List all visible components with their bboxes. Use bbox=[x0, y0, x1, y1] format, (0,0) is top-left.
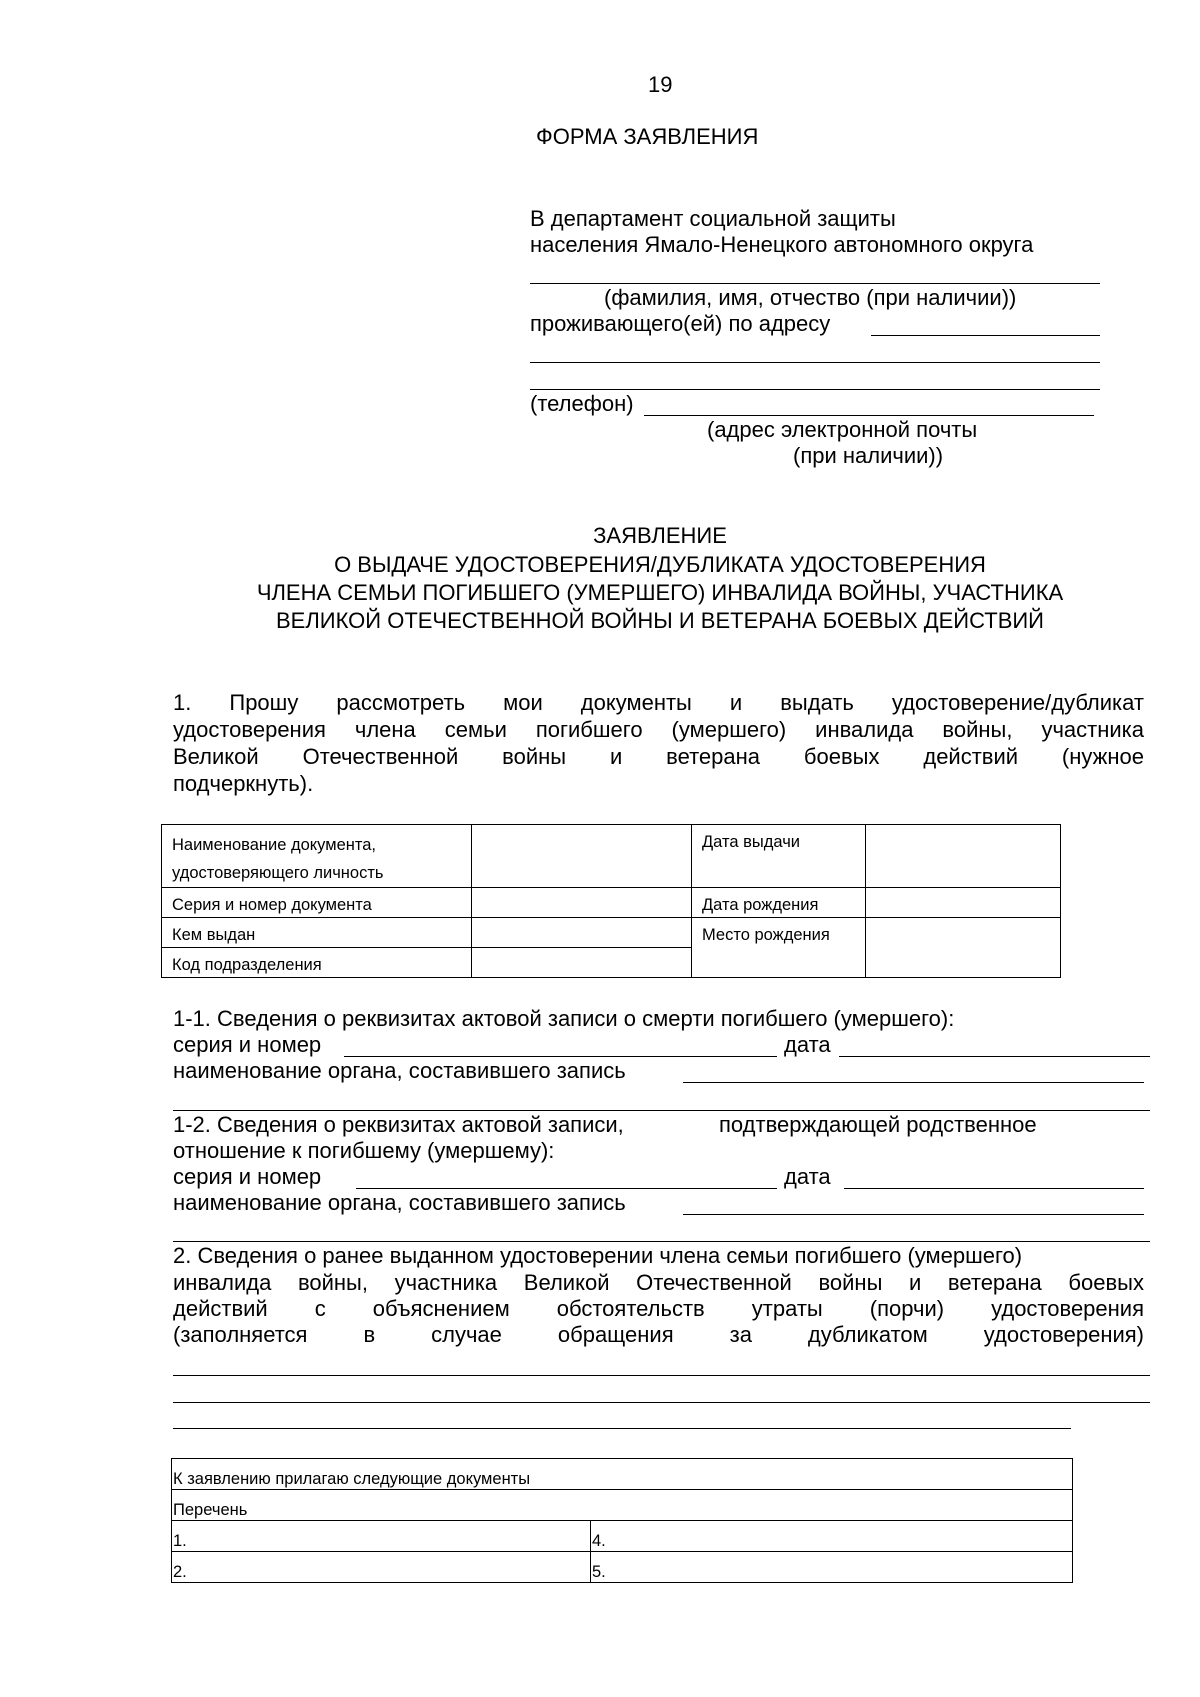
section1-2-series-line bbox=[356, 1188, 777, 1189]
attachment-item-4: 4. bbox=[592, 1532, 606, 1550]
address-label: проживающего(ей) по адресу bbox=[530, 311, 831, 336]
section1-2-date-label: дата bbox=[784, 1164, 831, 1189]
birth-place-label: Место рождения bbox=[702, 926, 830, 944]
subdivision-code-label: Код подразделения bbox=[172, 956, 322, 974]
series-number-value[interactable] bbox=[472, 888, 692, 918]
doc-name-label-1: Наименование документа, bbox=[172, 836, 377, 854]
section2-line-1: 2. Сведения о ранее выданном удостоверении члена семьи погибшего (умершего) bbox=[173, 1243, 1023, 1268]
section1-1-date-line bbox=[839, 1056, 1150, 1057]
fio-caption: (фамилия, имя, отчество (при наличии)) bbox=[604, 285, 1017, 310]
heading-line-2: О ВЫДАЧЕ УДОСТОВЕРЕНИЯ/ДУБЛИКАТА УДОСТОВЕРЕНИЯ bbox=[334, 552, 986, 577]
section1-1-series-label: серия и номер bbox=[173, 1032, 322, 1057]
birth-date-value[interactable] bbox=[866, 888, 1061, 918]
subdivision-code-cell bbox=[162, 948, 472, 978]
section1-1-title: 1-1. Сведения о реквизитах актовой записи о смерти погибшего (умершего): bbox=[173, 1006, 955, 1031]
section1-1-series-line bbox=[344, 1056, 777, 1057]
doc-name-value[interactable] bbox=[472, 825, 692, 888]
section1-1-organ-label: наименование органа, составившего запись bbox=[173, 1058, 626, 1083]
section1-2-series-label: серия и номер bbox=[173, 1164, 322, 1189]
section2-line-field-3 bbox=[173, 1428, 1071, 1429]
subdivision-code-value[interactable] bbox=[472, 948, 692, 978]
doc-name-label-2: удостоверяющего личность bbox=[172, 864, 384, 882]
section1-1-organ-line bbox=[683, 1082, 1144, 1083]
email-caption-2: (при наличии)) bbox=[793, 443, 944, 468]
attachment-item-cell[interactable] bbox=[172, 1521, 591, 1552]
addressee-line-1: В департамент социальной защиты bbox=[530, 206, 896, 231]
section1-2-date-line bbox=[844, 1188, 1144, 1189]
attachment-item-cell[interactable] bbox=[591, 1552, 1073, 1583]
section1-2-line-2: отношение к погибшему (умершему): bbox=[173, 1138, 555, 1163]
heading-line-4: ВЕЛИКОЙ ОТЕЧЕСТВЕННОЙ ВОЙНЫ И ВЕТЕРАНА БОЕВЫХ ДЕЙСТВИЙ bbox=[276, 608, 1044, 633]
section2-line-3: действий с объяснением обстоятельств утраты (порчи) удостоверения bbox=[173, 1296, 1144, 1321]
attachment-item-cell[interactable] bbox=[172, 1552, 591, 1583]
attachments-header: К заявлению прилагаю следующие документы bbox=[173, 1470, 531, 1488]
issue-date-label: Дата выдачи bbox=[702, 833, 801, 851]
attachments-table bbox=[171, 1458, 1073, 1583]
attachments-list-label: Перечень bbox=[173, 1501, 248, 1519]
birth-place-cell bbox=[692, 918, 866, 978]
heading-line-3: ЧЛЕНА СЕМЬИ ПОГИБШЕГО (УМЕРШЕГО) ИНВАЛИДА ВОЙНЫ, УЧАСТНИКА bbox=[256, 580, 1064, 605]
section2-line-field-2 bbox=[173, 1402, 1150, 1403]
attachment-item-cell[interactable] bbox=[591, 1521, 1073, 1552]
doc-name-cell bbox=[162, 825, 472, 888]
attachments-list-label-cell bbox=[172, 1490, 1073, 1521]
addressee-line-2: населения Ямало-Ненецкого автономного округа bbox=[530, 232, 1034, 257]
section1-1-date-label: дата bbox=[784, 1032, 831, 1057]
phone-field-line bbox=[644, 415, 1094, 416]
form-title: ФОРМА ЗАЯВЛЕНИЯ bbox=[536, 124, 759, 149]
section1-2-organ-label: наименование органа, составившего запись bbox=[173, 1190, 626, 1215]
issue-date-cell bbox=[692, 825, 866, 888]
issue-date-value[interactable] bbox=[866, 825, 1061, 888]
section2-line-4: (заполняется в случае обращения за дубликатом удостоверения) bbox=[173, 1322, 1144, 1347]
birth-date-cell bbox=[692, 888, 866, 918]
section1-2-organ-line-2 bbox=[173, 1241, 1150, 1242]
address-field-line-3 bbox=[530, 389, 1100, 390]
section1-2-organ-line bbox=[683, 1214, 1144, 1215]
phone-label: (телефон) bbox=[530, 391, 634, 416]
address-field-line-2 bbox=[530, 362, 1100, 363]
section1-line-3: Великой Отечественной войны и ветерана боевых действий (нужное bbox=[173, 744, 1144, 769]
section1-line-2: удостоверения члена семьи погибшего (умершего) инвалида войны, участника bbox=[173, 717, 1144, 742]
address-field-line-1 bbox=[871, 335, 1100, 336]
issued-by-label: Кем выдан bbox=[172, 926, 256, 944]
attachment-item-1: 1. bbox=[173, 1532, 187, 1550]
section2-line-2: инвалида войны, участника Великой Отечественной войны и ветерана боевых bbox=[173, 1270, 1144, 1295]
issued-by-value[interactable] bbox=[472, 918, 692, 948]
birth-date-label: Дата рождения bbox=[702, 896, 819, 914]
attachment-item-2: 2. bbox=[173, 1563, 187, 1581]
series-number-label: Серия и номер документа bbox=[172, 896, 372, 914]
birth-place-value[interactable] bbox=[866, 918, 1061, 978]
attachments-header-cell bbox=[172, 1459, 1073, 1490]
section1-2-title: 1-2. Сведения о реквизитах актовой записи, bbox=[173, 1112, 624, 1137]
page-number: 19 bbox=[648, 72, 673, 97]
section2-line-field-1 bbox=[173, 1375, 1150, 1376]
section1-2-title-right: подтверждающей родственное bbox=[719, 1112, 1037, 1137]
series-number-cell bbox=[162, 888, 472, 918]
heading-line-1: ЗАЯВЛЕНИЕ bbox=[593, 523, 727, 548]
section1-line-4: подчеркнуть). bbox=[173, 771, 314, 796]
fio-field-line bbox=[530, 283, 1100, 284]
email-caption-1: (адрес электронной почты bbox=[707, 417, 978, 442]
section1-1-organ-line-2 bbox=[173, 1110, 1150, 1111]
issued-by-cell bbox=[162, 918, 472, 948]
attachment-item-5: 5. bbox=[592, 1563, 606, 1581]
id-document-table bbox=[161, 824, 1061, 978]
section1-line-1: 1. Прошу рассмотреть мои документы и выдать удостоверение/дубликат bbox=[173, 690, 1144, 715]
